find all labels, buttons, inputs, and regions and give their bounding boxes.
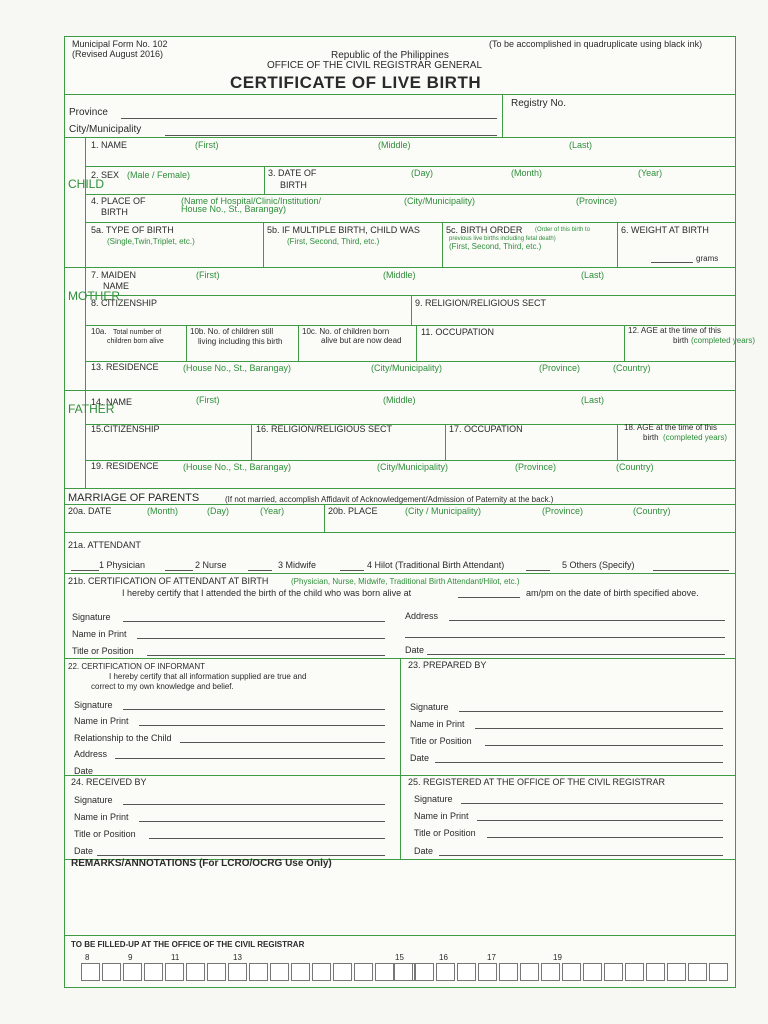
informant-text-2: correct to my own knowledge and belief. — [91, 682, 234, 691]
marriage-heading: MARRIAGE OF PARENTS — [68, 492, 200, 504]
attendant-name-field[interactable] — [137, 638, 385, 639]
father-res-province-hint: (Province) — [515, 462, 557, 472]
code-19: 19 — [553, 953, 562, 962]
attendant-signature-label: Signature — [72, 612, 111, 622]
dob-year-hint: (Year) — [638, 168, 663, 178]
birth-certificate-form — [64, 36, 756, 988]
code-15: 15 — [395, 953, 404, 962]
mother-first-hint: (First) — [196, 270, 220, 280]
children-alive-label: 10a. — [91, 327, 107, 336]
marriage-note: (If not married, accomplish Affidavit of Acknowledgement/Admission of Paternity at the back.) — [225, 495, 554, 504]
code-17: 17 — [487, 953, 496, 962]
birth-order-hint-2: previous live births including fetal death) — [449, 236, 556, 242]
father-religion-label: 16. RELIGION/RELIGIOUS SECT — [256, 424, 393, 434]
received-date-field[interactable] — [97, 855, 385, 856]
informant-text: I hereby certify that all information supplied are true and — [109, 672, 307, 681]
city-field[interactable] — [165, 135, 497, 136]
multiple-birth-label: 5b. IF MULTIPLE BIRTH, CHILD WAS — [267, 225, 420, 235]
remarks-label: REMARKS/ANNOTATIONS (For LCRO/OCRG Use Only) — [71, 858, 332, 869]
registered-name-field[interactable] — [477, 820, 723, 821]
birth-order-hint: (Order of this birth to — [535, 227, 591, 233]
received-title-field[interactable] — [149, 838, 385, 839]
attendant-date-field[interactable] — [427, 654, 725, 655]
informant-name-field[interactable] — [139, 725, 385, 726]
dob-label-2: BIRTH — [280, 180, 307, 190]
received-title-label: Title or Position — [74, 829, 136, 839]
registry-label: Registry No. — [511, 98, 567, 109]
registered-date-label: Date — [414, 846, 434, 856]
code-9: 9 — [128, 953, 133, 962]
marriage-date-label: 20a. DATE — [68, 506, 112, 516]
father-section-label: FATHER — [68, 402, 115, 416]
attendant-address-field[interactable] — [449, 620, 725, 621]
mother-res-country-hint: (Country) — [613, 363, 651, 373]
type-of-birth-label: 5a. TYPE OF BIRTH — [91, 225, 174, 235]
attendant-signature-field[interactable] — [123, 621, 385, 622]
mother-citizenship-label: 8. CITIZENSHIP — [91, 298, 158, 308]
father-res-house-hint: (House No., St., Barangay) — [183, 462, 292, 472]
attendant-cert-hint: (Physician, Nurse, Midwife, Traditional Birth Attendant/Hilot, etc.) — [291, 577, 520, 586]
dob-month-hint: (Month) — [511, 168, 543, 178]
marriage-year-hint: (Year) — [260, 506, 285, 516]
informant-address-label: Address — [74, 749, 108, 759]
sex-label: 2. SEX — [91, 170, 120, 180]
office-heading: OFFICE OF THE CIVIL REGISTRAR GENERAL — [267, 60, 483, 71]
pob-city-hint: (City/Municipality) — [404, 196, 476, 206]
mother-occupation-label: 11. OCCUPATION — [421, 327, 495, 337]
prepared-title-field[interactable] — [485, 745, 723, 746]
code-16: 16 — [439, 953, 448, 962]
prepared-signature-label: Signature — [410, 702, 449, 712]
registered-name-label: Name in Print — [414, 811, 469, 821]
attendant-name-label: Name in Print — [72, 629, 127, 639]
office-code-boxes-right[interactable] — [394, 963, 730, 981]
father-first-hint: (First) — [196, 395, 220, 405]
mother-middle-hint: (Middle) — [383, 270, 416, 280]
attendant-title-label: Title or Position — [72, 646, 134, 656]
republic-heading: Republic of the Philippines — [331, 50, 449, 61]
multiple-birth-hint: (First, Second, Third, etc.) — [287, 237, 380, 246]
registered-title-field[interactable] — [487, 837, 723, 838]
office-use-label: TO BE FILLED-UP AT THE OFFICE OF THE CIVIL REGISTRAR — [71, 940, 305, 949]
received-name-label: Name in Print — [74, 812, 129, 822]
sex-hint: (Male / Female) — [127, 170, 191, 180]
mother-section-label: MOTHER — [68, 289, 120, 303]
attendant-cert-text: I hereby certify that I attended the birth of the child who was born alive at — [122, 588, 412, 598]
form-title: CERTIFICATE OF LIVE BIRTH — [230, 73, 482, 92]
mother-age-label-2: birth — [673, 336, 689, 345]
attendant-cert-text-2: am/pm on the date of birth specified above. — [526, 588, 699, 598]
ink-instruction: (To be accomplished in quadruplicate using black ink) — [489, 39, 703, 49]
informant-signature-field[interactable] — [123, 709, 385, 710]
dob-day-hint: (Day) — [411, 168, 433, 178]
city-label: City/Municipality — [69, 124, 142, 135]
maiden-name-label: 7. MAIDEN — [91, 270, 137, 280]
province-label: Province — [69, 107, 108, 118]
attendant-address-label: Address — [405, 611, 439, 621]
received-by-label: 24. RECEIVED BY — [71, 777, 147, 787]
registered-label: 25. REGISTERED AT THE OFFICE OF THE CIVIL REGISTRAR — [408, 777, 666, 787]
marriage-day-hint: (Day) — [207, 506, 229, 516]
father-age-label-2: birth — [643, 433, 659, 442]
mother-residence-label: 13. RESIDENCE — [91, 362, 159, 372]
birth-order-label: 5c. BIRTH ORDER — [446, 225, 523, 235]
father-last-hint: (Last) — [581, 395, 605, 405]
prepared-date-label: Date — [410, 753, 430, 763]
child-first-hint: (First) — [195, 140, 219, 150]
attendant-others-option[interactable]: 5 Others (Specify) — [562, 560, 635, 570]
code-8: 8 — [85, 953, 90, 962]
prepared-by-label: 23. PREPARED BY — [408, 660, 487, 670]
informant-signature-label: Signature — [74, 700, 113, 710]
mother-age-hint: (completed years) — [691, 336, 756, 345]
code-11: 11 — [171, 953, 180, 962]
child-section-label: CHILD — [68, 177, 105, 191]
maiden-name-label-2: NAME — [103, 281, 130, 291]
children-dead-label: 10c. No. of children born — [302, 327, 390, 336]
attendant-title-field[interactable] — [147, 655, 385, 656]
code-13: 13 — [233, 953, 242, 962]
children-living-label-2: living including this birth — [198, 337, 283, 346]
birth-order-hint-3: (First, Second, Third, etc.) — [449, 242, 542, 251]
mother-res-house-hint: (House No., St., Barangay) — [183, 363, 292, 373]
children-living-label: 10b. No. of children still — [190, 327, 274, 336]
mother-last-hint: (Last) — [581, 270, 605, 280]
form-number: Municipal Form No. 102 — [72, 39, 168, 49]
father-age-hint: (completed years) — [663, 433, 728, 442]
attendant-hilot-option[interactable]: 4 Hilot (Traditional Birth Attendant) — [367, 560, 505, 570]
mother-res-province-hint: (Province) — [539, 363, 581, 373]
remarks-area[interactable] — [67, 873, 733, 933]
child-last-hint: (Last) — [569, 140, 593, 150]
father-residence-label: 19. RESIDENCE — [91, 461, 159, 471]
attendant-time-field[interactable] — [458, 597, 520, 598]
father-citizenship-label: 15.CITIZENSHIP — [91, 424, 160, 434]
attendant-date-label: Date — [405, 645, 425, 655]
received-signature-label: Signature — [74, 795, 113, 805]
attendant-label: 21a. ATTENDANT — [68, 540, 141, 550]
father-res-country-hint: (Country) — [616, 462, 654, 472]
children-alive-label-2: Total number of — [113, 329, 162, 336]
father-middle-hint: (Middle) — [383, 395, 416, 405]
attendant-cert-label: 21b. CERTIFICATION OF ATTENDANT AT BIRTH — [68, 576, 269, 586]
father-occupation-label: 17. OCCUPATION — [449, 424, 523, 434]
registered-title-label: Title or Position — [414, 828, 476, 838]
prepared-title-label: Title or Position — [410, 736, 472, 746]
received-date-label: Date — [74, 846, 94, 856]
informant-relationship-label: Relationship to the Child — [74, 733, 172, 743]
child-name-label: 1. NAME — [91, 140, 128, 150]
attendant-nurse-option[interactable]: 2 Nurse — [195, 560, 227, 570]
marriage-province-hint: (Province) — [542, 506, 584, 516]
weight-label: 6. WEIGHT AT BIRTH — [621, 225, 709, 235]
father-res-city-hint: (City/Municipality) — [377, 462, 449, 472]
prepared-signature-field[interactable] — [459, 711, 723, 712]
dob-label: 3. DATE OF — [268, 168, 317, 178]
mother-age-label: 12. AGE at the time of this — [628, 326, 721, 335]
informant-date-label: Date — [74, 766, 94, 776]
marriage-month-hint: (Month) — [147, 506, 179, 516]
revised-date: (Revised August 2016) — [72, 49, 164, 59]
received-name-field[interactable] — [139, 821, 385, 822]
attendant-physician-option[interactable]: 1 Physician — [99, 560, 146, 570]
children-dead-label-2: alive but are now dead — [321, 336, 402, 345]
marriage-country-hint: (Country) — [633, 506, 671, 516]
grams-unit: grams — [696, 254, 719, 263]
type-of-birth-hint: (Single,Twin,Triplet, etc.) — [107, 237, 195, 246]
father-name-label: 14. NAME — [91, 397, 133, 407]
children-alive-label-3: children born alive — [107, 338, 164, 345]
child-middle-hint: (Middle) — [378, 140, 411, 150]
registered-signature-label: Signature — [414, 794, 453, 804]
pob-hint-2: House No., St., Barangay) — [181, 204, 287, 214]
mother-res-city-hint: (City/Municipality) — [371, 363, 443, 373]
attendant-midwife-option[interactable]: 3 Midwife — [278, 560, 317, 570]
registered-date-field[interactable] — [439, 855, 723, 856]
marriage-place-label: 20b. PLACE — [328, 506, 378, 516]
informant-label: 22. CERTIFICATION OF INFORMANT — [68, 662, 206, 671]
pob-province-hint: (Province) — [576, 196, 618, 206]
office-code-boxes-left[interactable] — [81, 963, 417, 981]
prepared-name-field[interactable] — [475, 728, 723, 729]
registered-signature-field[interactable] — [461, 803, 723, 804]
received-signature-field[interactable] — [123, 804, 385, 805]
prepared-name-label: Name in Print — [410, 719, 465, 729]
informant-address-field[interactable] — [115, 758, 385, 759]
pob-label: 4. PLACE OF — [91, 196, 146, 206]
province-field[interactable] — [121, 118, 497, 119]
prepared-date-field[interactable] — [435, 762, 723, 763]
pob-label-2: BIRTH — [101, 207, 128, 217]
informant-name-label: Name in Print — [74, 716, 129, 726]
father-age-label: 18. AGE at the time of this — [624, 423, 717, 432]
pob-hint: (Name of Hospital/Clinic/Institution/ — [181, 196, 322, 206]
mother-religion-label: 9. RELIGION/RELIGIOUS SECT — [415, 298, 547, 308]
marriage-city-hint: (City / Municipality) — [405, 506, 482, 516]
informant-relationship-field[interactable] — [180, 742, 385, 743]
